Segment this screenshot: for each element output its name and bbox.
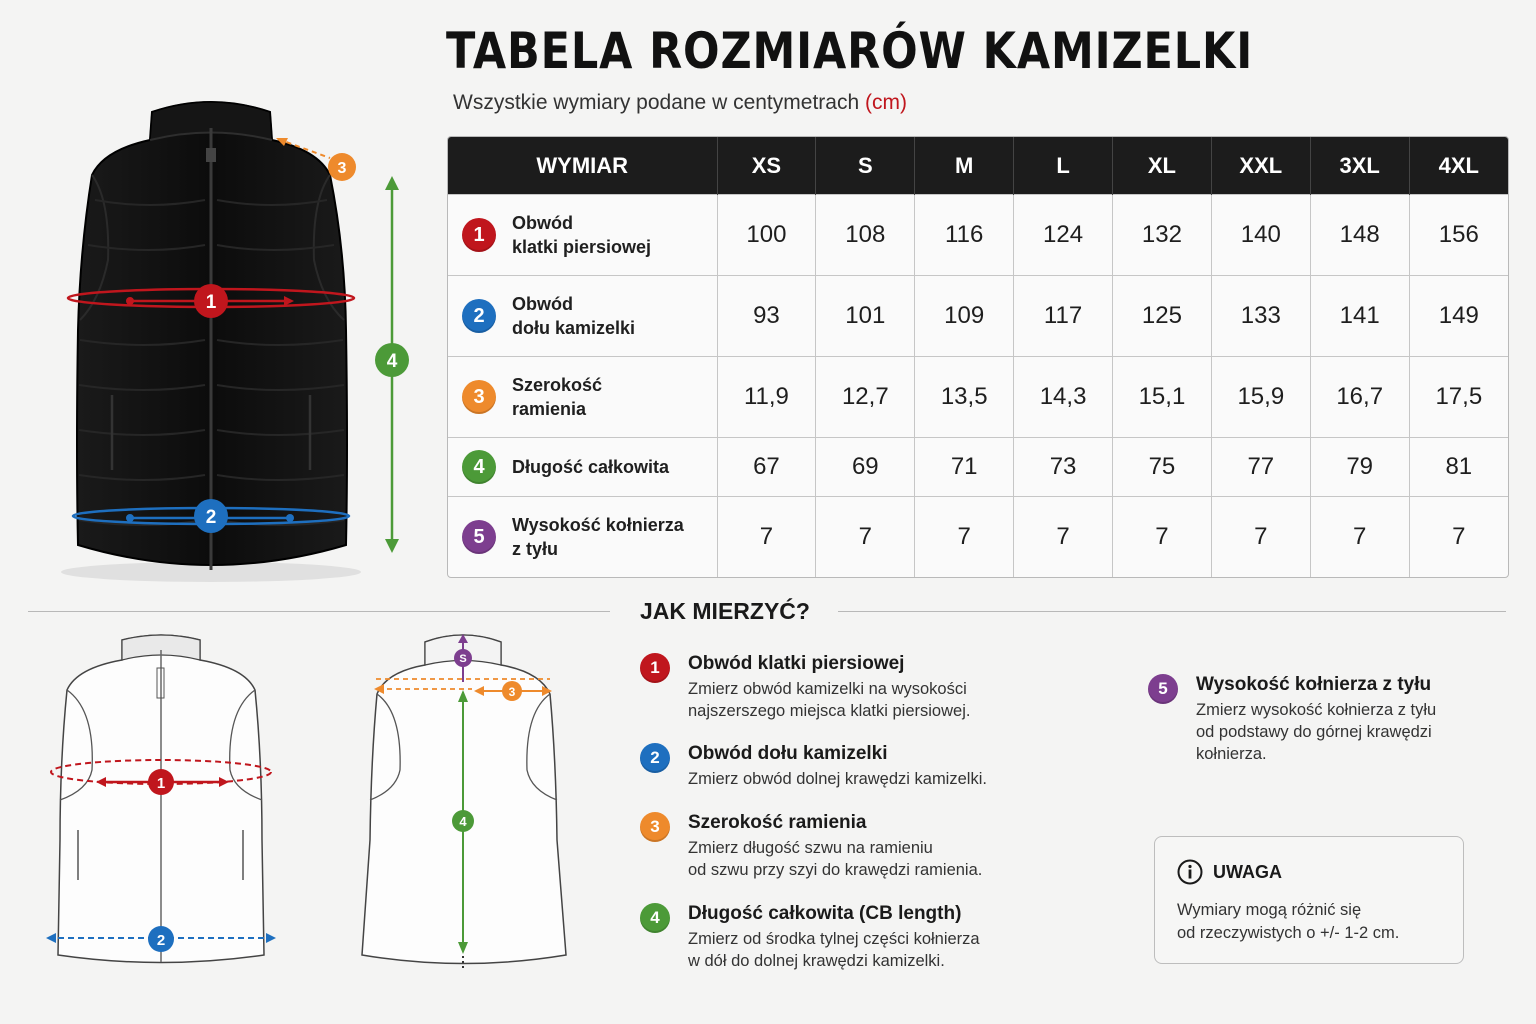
back-vest-outline — [355, 628, 570, 973]
step-desc: Zmierz od środka tylnej części kołnierza w dół do dolnej krawędzi kamizelki. — [688, 930, 980, 970]
value-cell: 108 — [816, 195, 915, 276]
table-header-row — [448, 137, 1508, 195]
row-label: Wysokość kołnierza z tyłu — [512, 515, 684, 560]
subtitle-unit: (cm) — [864, 91, 907, 114]
step-title: Obwód klatki piersiowej — [688, 653, 905, 674]
value-cell: 67 — [717, 438, 816, 497]
page-subtitle — [453, 91, 907, 115]
step-badge: 5 — [1148, 674, 1178, 704]
outline-marker-1: 1 — [156, 775, 166, 792]
marker-3: 3 — [337, 160, 347, 177]
value-cell: 7 — [717, 497, 816, 577]
row-label-cell — [448, 438, 717, 497]
outline-marker-4: 4 — [459, 814, 467, 829]
divider-left — [28, 611, 610, 612]
outline-marker-s: S — [459, 653, 467, 665]
row-badge: 2 — [462, 299, 496, 333]
value-cell: 132 — [1113, 195, 1212, 276]
value-cell: 75 — [1113, 438, 1212, 497]
row-badge: 4 — [462, 450, 496, 484]
step-hem — [640, 742, 987, 790]
table-row — [448, 497, 1508, 577]
marker-2: 2 — [205, 507, 217, 528]
row-label-cell — [448, 195, 717, 276]
value-cell: 12,7 — [816, 357, 915, 438]
value-cell: 125 — [1113, 276, 1212, 357]
header-size: 3XL — [1310, 137, 1409, 195]
row-label: Obwód dołu kamizelki — [512, 294, 636, 339]
step-length — [640, 902, 980, 972]
note-text: Wymiary mogą różnić się od rzeczywistych o +/- 1-2 cm. — [1177, 901, 1400, 942]
header-dimension: WYMIAR — [448, 137, 717, 195]
front-vest-outline — [40, 628, 290, 973]
step-chest — [640, 652, 970, 722]
header-size: XS — [717, 137, 816, 195]
header-size: L — [1014, 137, 1113, 195]
outline-marker-3: 3 — [508, 685, 516, 699]
step-badge: 2 — [640, 743, 670, 773]
header-size: 4XL — [1409, 137, 1508, 195]
value-cell: 7 — [1211, 497, 1310, 577]
value-cell: 69 — [816, 438, 915, 497]
value-cell: 109 — [915, 276, 1014, 357]
row-label: Obwód klatki piersiowej — [512, 213, 652, 258]
value-cell: 15,1 — [1113, 357, 1212, 438]
step-badge: 1 — [640, 653, 670, 683]
step-title: Długość całkowita (CB length) — [688, 903, 962, 924]
info-icon — [1177, 859, 1203, 885]
header-size: XXL — [1211, 137, 1310, 195]
value-cell: 16,7 — [1310, 357, 1409, 438]
table-row — [448, 438, 1508, 497]
value-cell: 156 — [1409, 195, 1508, 276]
step-desc: Zmierz długość szwu na ramieniu od szwu przy szyi do krawędzi ramienia. — [688, 839, 983, 879]
value-cell: 100 — [717, 195, 816, 276]
value-cell: 124 — [1014, 195, 1113, 276]
value-cell: 7 — [915, 497, 1014, 577]
value-cell: 133 — [1211, 276, 1310, 357]
header-size: S — [816, 137, 915, 195]
table-row — [448, 357, 1508, 438]
how-to-title: JAK MIERZYĆ? — [640, 598, 810, 624]
value-cell: 15,9 — [1211, 357, 1310, 438]
row-badge: 1 — [462, 218, 496, 252]
value-cell: 13,5 — [915, 357, 1014, 438]
step-desc: Zmierz obwód kamizelki na wysokości najszerszego miejsca klatki piersiowej. — [688, 680, 971, 720]
value-cell: 7 — [1113, 497, 1212, 577]
divider-right — [838, 611, 1506, 612]
value-cell: 79 — [1310, 438, 1409, 497]
value-cell: 117 — [1014, 276, 1113, 357]
value-cell: 140 — [1211, 195, 1310, 276]
step-title: Wysokość kołnierza z tyłu — [1196, 674, 1432, 695]
step-badge: 3 — [640, 812, 670, 842]
value-cell: 101 — [816, 276, 915, 357]
row-label-cell — [448, 357, 717, 438]
value-cell: 149 — [1409, 276, 1508, 357]
value-cell: 7 — [1409, 497, 1508, 577]
note-box — [1154, 836, 1464, 964]
step-desc: Zmierz wysokość kołnierza z tyłu od podstawy do górnej krawędzi kołnierza. — [1196, 701, 1437, 763]
header-size: XL — [1113, 137, 1212, 195]
row-badge: 3 — [462, 380, 496, 414]
header-size: M — [915, 137, 1014, 195]
step-title: Szerokość ramienia — [688, 812, 867, 833]
value-cell: 7 — [816, 497, 915, 577]
step-desc: Zmierz obwód dolnej krawędzi kamizelki. — [688, 770, 987, 788]
size-table — [447, 136, 1509, 578]
value-cell: 148 — [1310, 195, 1409, 276]
marker-1: 1 — [205, 292, 217, 313]
value-cell: 11,9 — [717, 357, 816, 438]
black-vest-illustration — [40, 95, 440, 585]
step-shoulder — [640, 811, 982, 881]
row-label: Długość całkowita — [512, 457, 670, 478]
row-badge: 5 — [462, 520, 496, 554]
value-cell: 116 — [915, 195, 1014, 276]
value-cell: 7 — [1310, 497, 1409, 577]
step-collar — [1148, 673, 1436, 765]
value-cell: 73 — [1014, 438, 1113, 497]
table-row — [448, 195, 1508, 276]
page-title: TABELA ROZMIARÓW KAMIZELKI — [446, 22, 1254, 80]
step-badge: 4 — [640, 903, 670, 933]
marker-4: 4 — [386, 351, 398, 372]
value-cell: 81 — [1409, 438, 1508, 497]
value-cell: 71 — [915, 438, 1014, 497]
note-title: UWAGA — [1213, 861, 1282, 882]
step-title: Obwód dołu kamizelki — [688, 743, 888, 764]
value-cell: 77 — [1211, 438, 1310, 497]
outline-marker-2: 2 — [156, 932, 166, 949]
value-cell: 93 — [717, 276, 816, 357]
row-label-cell — [448, 497, 717, 577]
row-label-cell — [448, 276, 717, 357]
table-row — [448, 276, 1508, 357]
value-cell: 14,3 — [1014, 357, 1113, 438]
value-cell: 17,5 — [1409, 357, 1508, 438]
subtitle-text: Wszystkie wymiary podane w centymetrach — [453, 91, 860, 114]
row-label: Szerokość ramienia — [512, 375, 603, 420]
value-cell: 141 — [1310, 276, 1409, 357]
value-cell: 7 — [1014, 497, 1113, 577]
